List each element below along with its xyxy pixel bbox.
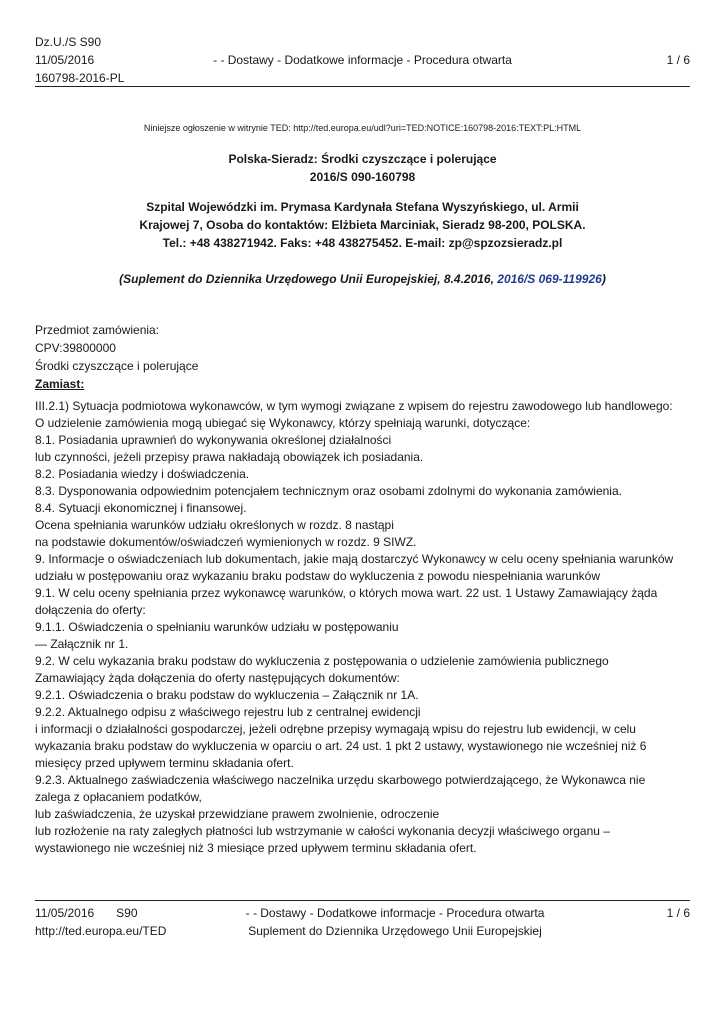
body-line: lub zaświadczenia, że uzyskał przewidziane prawem zwolnienie, odroczenie — [35, 807, 440, 821]
subject-block — [35, 321, 690, 393]
body-line: 8.3. Dysponowania odpowiednim potencjałem technicznym oraz osobami zdolnymi do wykonania zamówienia. — [35, 484, 622, 498]
header-title: - - Dostawy - Dodatkowe informacje - Procedura otwarta — [213, 53, 512, 67]
body-line: i informacji o działalności gospodarczej, jeżeli odrębne przepisy wymagają wpisu do rejestru lub ewidencji, w celu — [35, 722, 636, 736]
body-line: 9.2.1. Oświadczenia o braku podstaw do wykluczenia – Załącznik nr 1A. — [35, 688, 419, 702]
body-line: udziału w postępowaniu oraz wykazaniu braku podstaw do wykluczenia z powodu niespełniania warunków — [35, 569, 600, 583]
subject-label: Przedmiot zamówienia: — [35, 323, 160, 337]
body-line: wystawionego nie wcześniej niż 3 miesiące przed upływem terminu składania ofert. — [35, 841, 477, 855]
contracting-authority-line-2: Krajowej 7, Osoba do kontaktów: Elżbieta Marciniak, Sieradz 98-200, POLSKA. — [139, 218, 586, 232]
footer-code: S90 — [116, 906, 138, 920]
footer-meta — [35, 904, 138, 922]
body-line: Zamawiający żąda dołączenia do oferty następujących dokumentów: — [35, 671, 400, 685]
contracting-authority-line-1: Szpital Wojewódzki im. Prymasa Kardynała Stefana Wyszyńskiego, ul. Armii — [146, 200, 579, 214]
body-line: 8.4. Sytuacji ekonomicznej i finansowej. — [35, 501, 247, 515]
body-line: wykazania braku podstaw do wykluczenia w oparciu o art. 24 ust. 1 pkt 2 ustawy, wystawionego nie wcześniej niż 6 — [35, 739, 647, 753]
body-line: 9.2. W celu wykazania braku podstaw do wykluczenia z postępowania o udzielenie zamówienia publicznego — [35, 654, 609, 668]
body-line: 9.2.3. Aktualnego zaświadczenia właściwego naczelnika urzędu skarbowego potwierdzającego, że Wykonawca nie — [35, 773, 646, 787]
contact-line: Tel.: +48 438271942. Faks: +48 438275452. E-mail: zp@spzozsieradz.pl — [162, 236, 563, 250]
notice-id: 160798-2016-PL — [35, 71, 125, 85]
doc-code: Dz.U./S S90 — [35, 35, 102, 49]
body-line: 8.2. Posiadania wiedzy i doświadczenia. — [35, 467, 250, 481]
header-date: 11/05/2016 — [35, 53, 95, 67]
header-page-number: 1 / 6 — [666, 53, 690, 67]
body-line: dołączenia do oferty: — [35, 603, 146, 617]
body-line: — Załącznik nr 1. — [35, 637, 129, 651]
footer-page-number: 1 / 6 — [666, 906, 690, 920]
footer-subtitle: Suplement do Dziennika Urzędowego Unii Europejskiej — [248, 924, 542, 938]
subject-name: Środki czyszczące i polerujące — [35, 359, 199, 373]
footer-divider — [35, 900, 690, 901]
body-line: na podstawie dokumentów/oświadczeń wymienionych w rozdz. 9 SIWZ. — [35, 535, 417, 549]
body-line: 9.1. W celu oceny spełniania przez wykonawcę warunków, o których mowa wart. 22 ust. 1 Ustawy Zamawiający żąda — [35, 586, 658, 600]
body-line: miesięcy przed upływem terminu składania ofert. — [35, 756, 294, 770]
supplement-prefix: (Suplement do Dziennika Urzędowego Unii Europejskiej, 8.4.2016, — [119, 272, 498, 286]
body-line: III.2.1) Sytuacja podmiotowa wykonawców, w tym wymogi związane z wpisem do rejestru zawodowego lub handlowego: — [35, 399, 673, 413]
body-line: lub czynności, jeżeli przepisy prawa nakładają obowiązek ich posiadania. — [35, 450, 424, 464]
body-line: Ocena spełniania warunków udziału określonych w rozdz. 8 nastąpi — [35, 518, 394, 532]
body-line: 9.2.2. Aktualnego odpisu z właściwego rejestru lub z centralnej ewidencji — [35, 705, 421, 719]
body-line: zalega z opłacaniem podatków, — [35, 790, 202, 804]
instead-heading: Zamiast: — [35, 377, 85, 391]
cpv-code: CPV:39800000 — [35, 341, 116, 355]
body-line: lub rozłożenie na raty zaległych płatności lub wstrzymanie w całości wykonania decyzji właściwego organu – — [35, 824, 610, 838]
footer-title: - - Dostawy - Dodatkowe informacje - Procedura otwarta — [245, 906, 545, 920]
ted-notice-link[interactable]: Niniejsze ogłoszenie w witrynie TED: http://ted.europa.eu/udl?uri=TED:NOTICE:160798-2016:TEXT:PL:HTML — [143, 123, 582, 133]
footer-date: 11/05/2016 — [35, 906, 95, 920]
footer-url[interactable]: http://ted.europa.eu/TED — [35, 924, 167, 938]
supplement-suffix: ) — [601, 272, 606, 286]
supplement-ref-link[interactable]: 2016/S 069-119926 — [497, 272, 602, 286]
header-divider — [35, 86, 690, 87]
body-line: 8.1. Posiadania uprawnień do wykonywania określonej działalności — [35, 433, 392, 447]
supplement-reference — [35, 270, 690, 288]
notice-number: 2016/S 090-160798 — [309, 170, 416, 184]
body-line: O udzielenie zamówienia mogą ubiegać się Wykonawcy, którzy spełniają warunki, dotyczące: — [35, 416, 531, 430]
body-line: 9. Informacje o oświadczeniach lub dokumentach, jakie mają dostarczyć Wykonawcy w celu oceny spełniania warunków — [35, 552, 674, 566]
body-line: 9.1.1. Oświadczenia o spełnianiu warunków udziału w postępowaniu — [35, 620, 399, 634]
body-text — [35, 398, 690, 857]
subject-line: Polska-Sieradz: Środki czyszczące i polerujące — [228, 152, 497, 166]
